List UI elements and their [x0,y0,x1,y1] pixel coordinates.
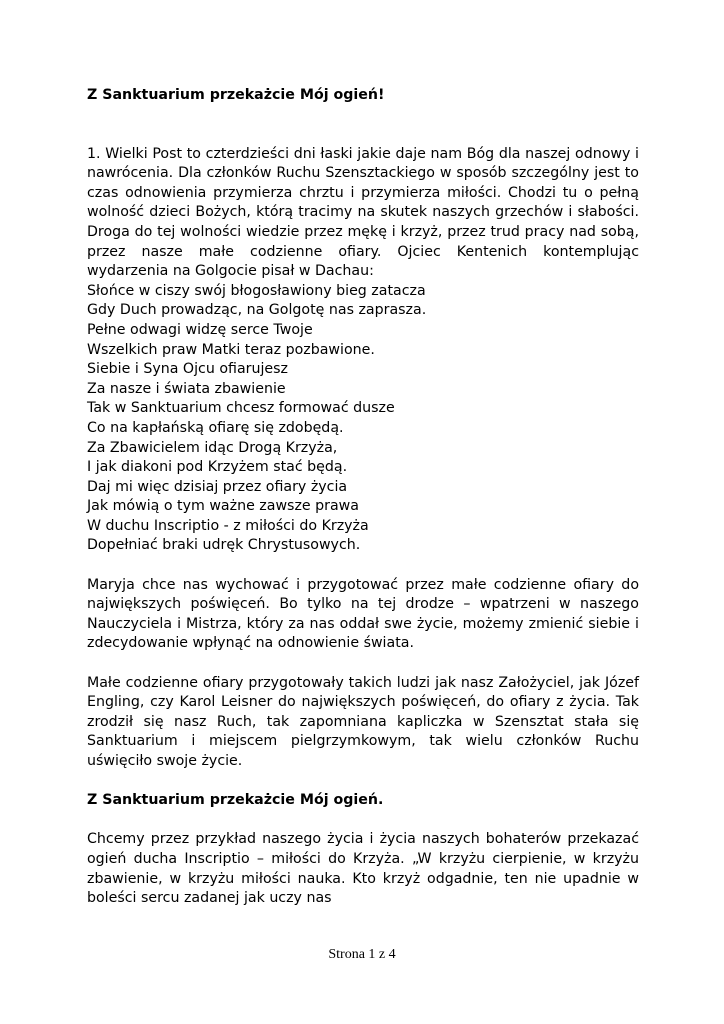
poem-stanza-2 [87,321,639,399]
poem-line: Co na kapłańską ofiarę się zdobędą. [87,419,344,436]
poem-line: Gdy Duch prowadząc, na Golgotę nas zaprasza. [87,302,427,319]
paragraph-przyklad: Chcemy przez przykład naszego życia i życia naszych bohaterów przekazać ogień ducha Inscriptio – miłości do Krzyża. „W krzyżu cierpienie, w krzyżu zbawienie, w krzyżu miłości nauka. Kto krzyż odgadnie, ten nie upadnie w boleści sercu zadanej jak uczy nas [87,831,639,907]
poem-line: Tak w Sanktuarium chcesz formować dusze [87,400,395,417]
poem-line: I jak diakoni pod Krzyżem stać będą. [87,459,348,476]
poem-line: Daj mi więc dzisiaj przez ofiary życia [87,478,348,495]
poem-line: W duchu Inscriptio - z miłości do Krzyża [87,517,369,534]
poem-line: Słońce w ciszy swój błogosławiony bieg zatacza [87,282,426,299]
poem-line: Siebie i Syna Ojcu ofiarujesz [87,361,288,378]
poem-stanza-3 [87,399,639,477]
paragraph-intro: 1. Wielki Post to czterdzieści dni łaski jakie daje nam Bóg dla naszej odnowy i nawrócenia. Dla członków Ruchu Szensztackiego w sposób szczególny jest to czas odnowienia przymierza chrztu i przymierza miłości. Chodzi tu o pełną wolność dzieci Bożych, którą tracimy na skutek naszych grzechów i słabości. Droga do tej wolności wiedzie przez mękę i krzyż, przez trud pracy nad sobą, przez nasze małe codzienne ofiary. Ojciec Kentenich kontemplując wydarzenia na Golgocie pisał w Dachau: [87,145,639,280]
poem-line: Za Zbawicielem idąc Drogą Krzyża, [87,439,338,456]
document-body [87,86,639,909]
poem-stanza-1 [87,282,639,321]
poem-stanza-4 [87,478,639,556]
document-title: Z Sanktuarium przekażcie Mój ogień! [87,87,385,103]
poem-line: Jak mówią o tym ważne zawsze prawa [87,498,359,515]
poem-line: Za nasze i świata zbawienie [87,380,286,397]
poem-line: Wszelkich praw Matki teraz pozbawione. [87,341,375,358]
paragraph-ofiary: Małe codzienne ofiary przygotowały takich ludzi jak nasz Założyciel, jak Józef Engling, czy Karol Leisner do największych poświęceń, do ofiary z życia. Tak zrodził się nasz Ruch, tak zapomniana kapliczka w Szensztat stała się Sanktuarium i miejscem pielgrzymkowym, tak wielu członków Ruchu uświęciło swoje życie. [87,674,639,769]
paragraph-maryja: Maryja chce nas wychować i przygotować przez małe codzienne ofiary do największych poświęceń. Bo tylko na tej drodze – wpatrzeni w naszego Nauczyciela i Mistrza, który za nas oddał swe życie, możemy zmienić siebie i zdecydowanie wpłynąć na odnowienie świata. [87,576,639,652]
section-heading: Z Sanktuarium przekażcie Mój ogień. [87,792,384,809]
poem-line: Dopełniać braki udręk Chrystusowych. [87,537,361,554]
poem-line: Pełne odwagi widzę serce Twoje [87,321,313,338]
page-number: Strona 1 z 4 [328,947,396,962]
